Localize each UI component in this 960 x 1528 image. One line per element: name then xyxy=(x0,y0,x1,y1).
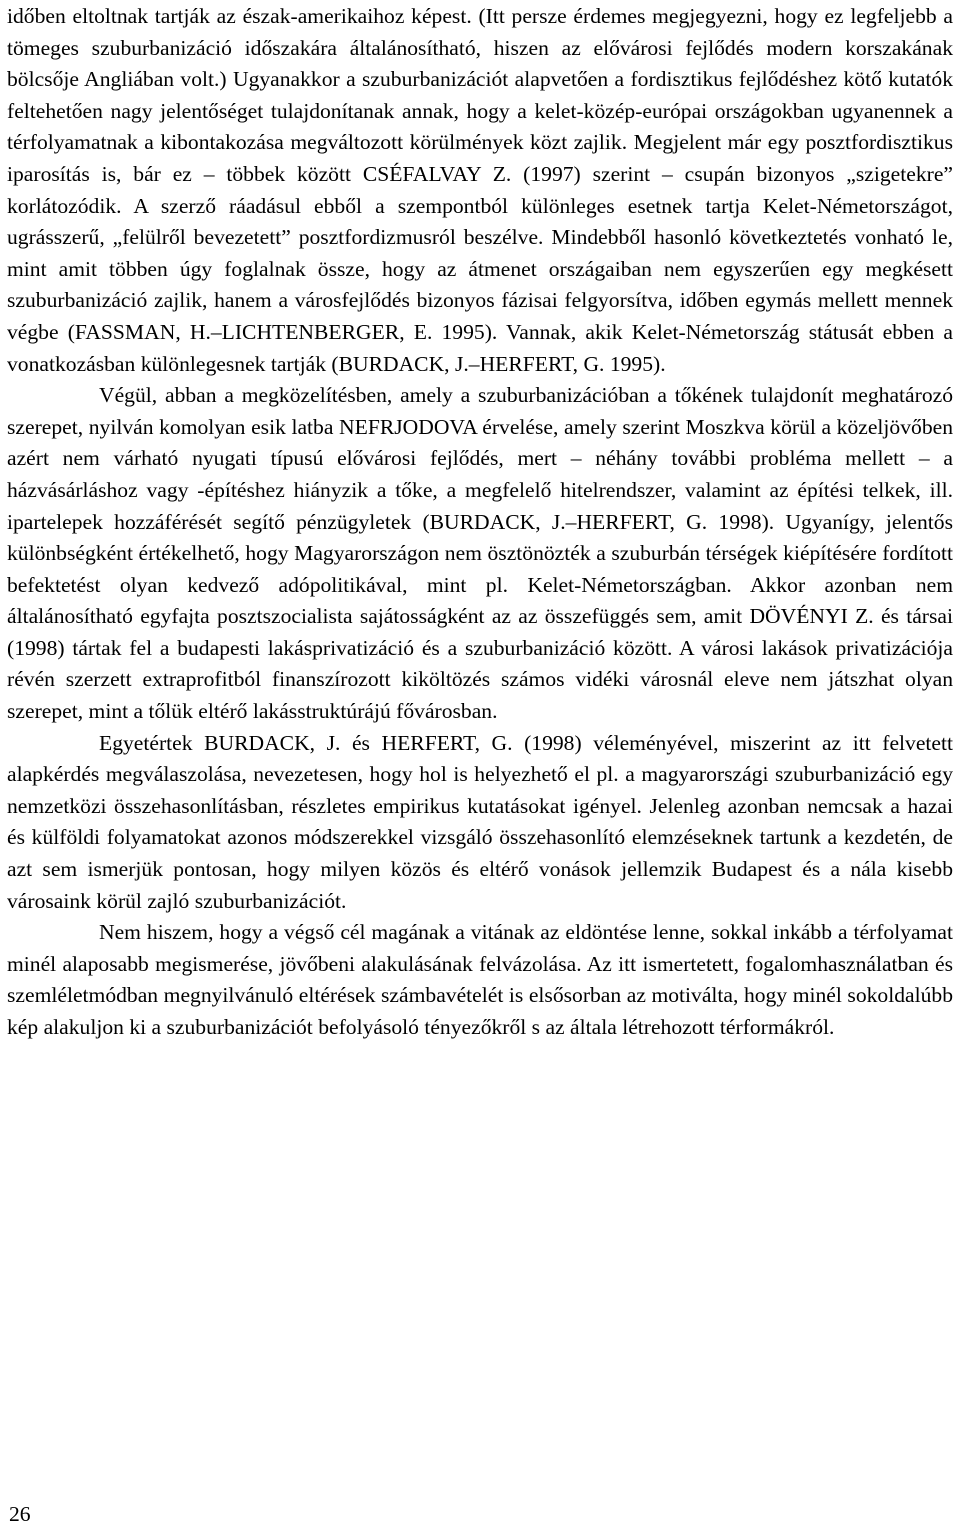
page-number: 26 xyxy=(9,1502,31,1526)
paragraph-3: Egyetértek BURDACK, J. és HERFERT, G. (1998) véleményével, miszerint az itt felvetett alapkérdés megválaszolása, nevezetesen, hogy hol is helyezhető el pl. a magyarországi szuburbanizáció egy nemzetközi összehasonlításban, részletes empirikus kutatásokat igényel. Jelenleg azonban nemcsak a hazai és külföldi folyamatokat azonos módszerekkel vizsgáló összehasonlító elemzéseknek tartunk a kezdetén, de azt sem ismerjük pontosan, hogy milyen közös és eltérő vonások jellemzik Budapest és a nála kisebb városaink körül zajló szuburbanizációt. xyxy=(7,730,953,913)
paragraph-1: időben eltoltnak tartják az észak-amerikaihoz képest. (Itt persze érdemes megjegyezni, hogy ez legfeljebb a tömeges szuburbanizáció időszakára általánosítható, hiszen az elővárosi fejlődés modern korszakának bölcsője Angliában volt.) Ugyanakkor a szuburbanizációt alapvetően a fordisztikus fejlődéshez kötő kutatók feltehetően nagy jelentőséget tulajdonítanak annak, hogy a kelet-közép-európai országokban ugyanennek a térfolyamatnak a kibontakozása megváltozott körülmények közt zajlik. Megjelent már egy posztfordisztikus iparosítás is, bár ez – többek között CSÉFALVAY Z. (1997) szerint – csupán bizonyos „szigetekre” korlátozódik. A szerző ráadásul ebből a szempontból különleges esetnek tartja Kelet-Németországot, ugrásszerű, „felülről bevezetett” posztfordizmusról beszélve. Mindebből hasonló következtetés vonható le, mint amit többen úgy foglalnak össze, hogy az átmenet országaiban nem egyszerűen egy megkésett szuburbanizáció zajlik, hanem a városfejlődés bizonyos fázisai felgyorsítva, időben egymás mellett mennek végbe (FASSMAN, H.–LICHTENBERGER, E. 1995). Vannak, akik Kelet-Németország státusát ebben a vonatkozásban különlegesnek tartják (BURDACK, J.–HERFERT, G. 1995). xyxy=(7,4,953,376)
paragraph-4: Nem hiszem, hogy a végső cél magának a vitának az eldöntése lenne, sokkal inkább a térfolyamat minél alaposabb megismerése, jövőbeni alakulásának felvázolása. Az itt ismertetett, fogalomhasználatban és szemléletmódban megnyilvánuló eltérések számbavételét is elsősorban az motiválta, hogy minél sokoldalúbb kép alakuljon ki a szuburbanizációt befolyásoló tényezőkről s az általa létrehozott térformákról. xyxy=(7,920,953,1039)
page-body xyxy=(7,0,953,1044)
paragraph-2: Végül, abban a megközelítésben, amely a szuburbanizációban a tőkének tulajdonít meghatározó szerepet, nyilván komolyan esik latba NEFRJODOVA érvelése, amely szerint Moszkva körül a közeljövőben azért nem várható nyugati típusú elővárosi fejlődés, mert – néhány további probléma mellett – a házvásárláshoz vagy -építéshez hiányzik a tőke, a megfelelő hitelrendszer, valamint az építési telkek, ill. ipartelepek hozzáférését segítő pénzügyletek (BURDACK, J.–HERFERT, G. 1998). Ugyanígy, jelentős különbségként értékelhető, hogy Magyarországon nem ösztönözték a szuburbán térségek kiépítésére fordított befektetést olyan kedvező adópolitikával, mint pl. Kelet-Németországban. Akkor azonban nem általánosítható egyfajta posztszocialista sajátosságként az az összefüggés sem, amit DÖVÉNYI Z. és társai (1998) tártak fel a budapesti lakásprivatizáció és a szuburbanizáció között. A városi lakások privatizációja révén szerzett extraprofitból finanszírozott kiköltözés számos vidéki városnál eleve nem játszhat olyan szerepet, mint a tőlük eltérő lakásstruktúrájú fővárosban. xyxy=(7,383,953,724)
